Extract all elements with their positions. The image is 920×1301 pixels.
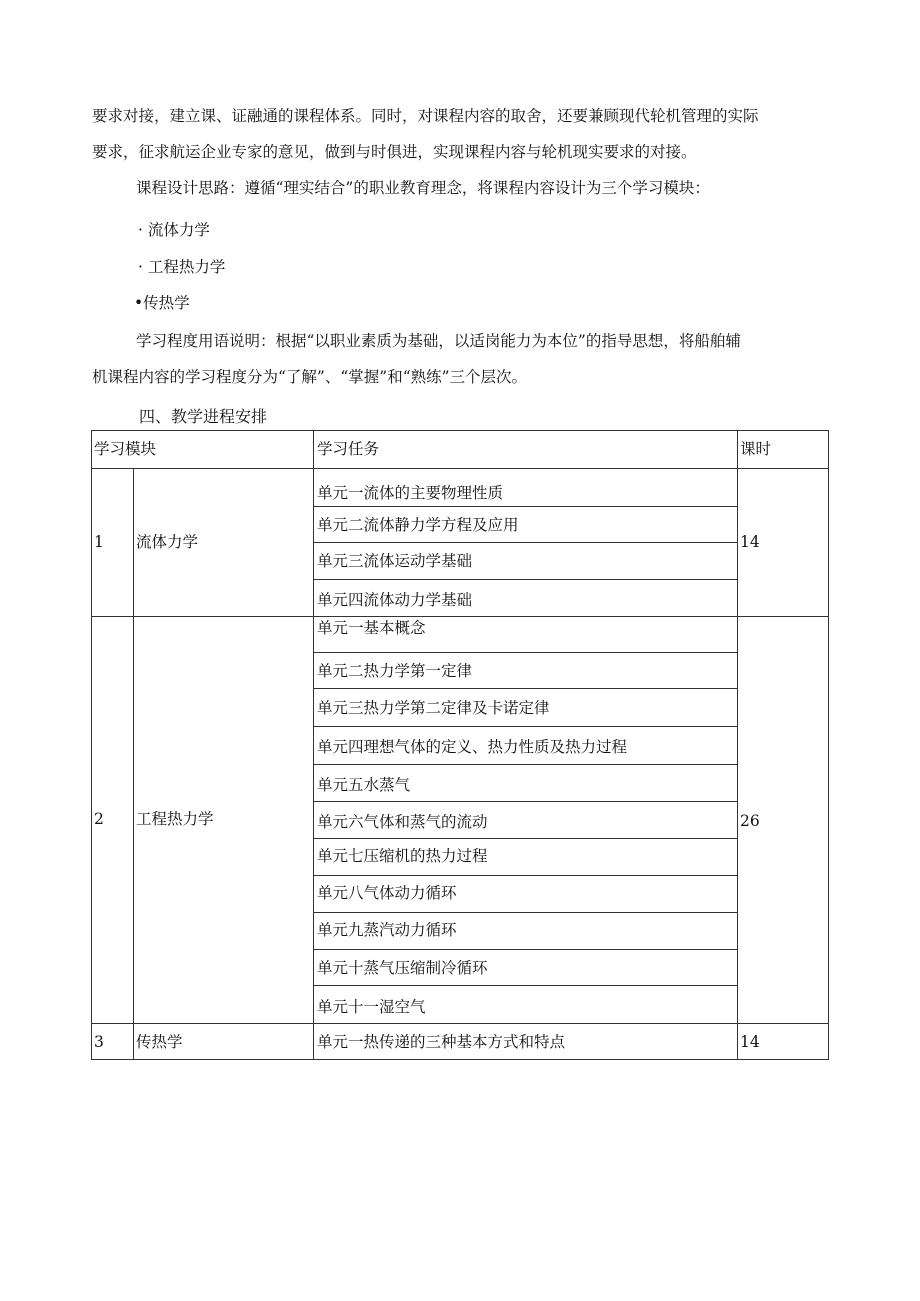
module-number: 1 [94,533,104,551]
task-item: 单元三流体运动学基础 [317,552,473,570]
design-idea-paragraph: 课程设计思路：遵循“理实结合”的职业教育理念，将课程内容设计为三个学习模块： [136,179,710,197]
task-item: 单元三热力学第二定律及卡诺定律 [317,699,550,717]
task-item: 单元二热力学第一定律 [317,662,473,680]
task-item: 单元一流体的主要物理性质 [317,484,504,502]
paragraph-line: 学习程度用语说明：根据“以职业素质为基础，以适岗能力为本位”的指导思想，将船舶辅 [136,332,741,350]
task-item: 单元二流体静力学方程及应用 [317,516,519,534]
module-hours: 14 [740,533,760,551]
task-item: 单元六气体和蒸气的流动 [317,813,488,831]
header-hours: 课时 [740,440,772,458]
paragraph-line: 要求对接，建立课、证融通的课程体系。同时，对课程内容的取舍，还要兼顾现代轮机管理的实际 [92,107,759,125]
schedule-table [91,430,829,1060]
task-item: 单元九蒸汽动力循环 [317,921,457,939]
module-name: 传热学 [136,1033,183,1051]
task-item: 单元十一湿空气 [317,998,426,1016]
paragraph-line: 机课程内容的学习程度分为“了解”、“掌握”和“熟练”三个层次。 [92,368,528,386]
task-item: 单元七压缩机的热力过程 [317,847,488,865]
header-task: 学习任务 [317,440,380,458]
terminology-paragraph [92,323,830,395]
task-item: 单元十蒸气压缩制冷循环 [317,959,488,977]
intro-paragraph [92,98,830,206]
bullet-item: •传热学 [134,294,190,312]
module-name: 流体力学 [136,533,199,551]
bullet-item: · 工程热力学 [138,258,226,276]
task-item: 单元四流体动力学基础 [317,591,473,609]
task-item: 单元一基本概念 [317,619,426,637]
task-item: 单元四理想气体的定义、热力性质及热力过程 [317,738,628,756]
paragraph-line: 要求，征求航运企业专家的意见，做到与时俱进，实现课程内容与轮机现实要求的对接。 [92,143,697,161]
module-number: 2 [94,810,104,828]
module-hours: 26 [740,812,760,830]
task-item: 单元一热传递的三种基本方式和特点 [317,1033,566,1051]
module-number: 3 [94,1033,104,1051]
module-name: 工程热力学 [136,810,214,828]
task-item: 单元八气体动力循环 [317,884,457,902]
task-item: 单元五水蒸气 [317,776,411,794]
module-hours: 14 [740,1033,760,1051]
header-module: 学习模块 [94,440,157,458]
section-title: 四、教学进程安排 [139,407,268,426]
bullet-item: · 流体力学 [138,221,210,239]
